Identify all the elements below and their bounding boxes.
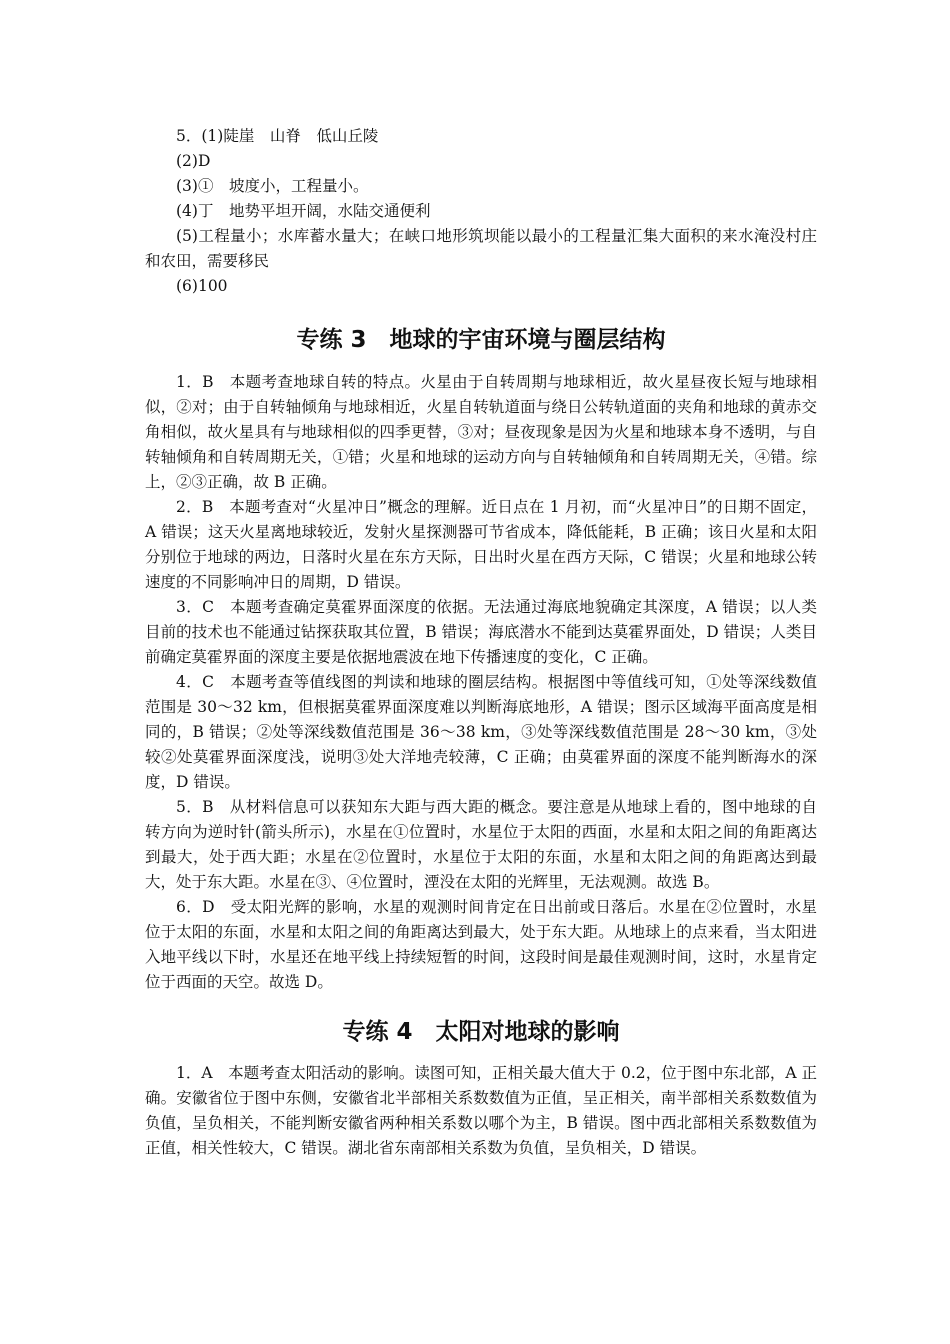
section-3-answer-3: 3．C 本题考查确定莫霍界面深度的依据。无法通过海底地貌确定其深度，A 错误；以人类目前的技术也不能通过钻探获取其位置，B 错误；海底潜水不能到达莫霍界面处，D 错误；人类目前确定莫霍界面的深度主要是依据地震波在地下传播速度的变化，C 正确。 — [145, 598, 817, 666]
section-3-answer-5: 5．B 从材料信息可以获知东大距与西大距的概念。要注意是从地球上看的，图中地球的自转方向为逆时针(箭头所示)，水星在①位置时，水星位于太阳的西面，水星和太阳之间的角距离达到最大，处于西大距；水星在②位置时，水星位于太阳的东面，水星和太阳之间的角距离达到最大，处于东大距。水星在③、④位置时，湮没在太阳的光辉里，无法观测。故选 B。 — [145, 798, 817, 891]
document-body — [145, 124, 817, 1161]
answer-5-part-4: (4)丁 地势平坦开阔，水陆交通便利 — [176, 202, 431, 220]
section-3-answer-6: 6．D 受太阳光辉的影响，水星的观测时间肯定在日出前或日落后。水星在②位置时，水星位于太阳的东面，水星和太阳之间的角距离达到最大，处于东大距。从地球上的点来看，当太阳进入地平线以下时，水星还在地平线上持续短暂的时间，这段时间是最佳观测时间，这时，水星肯定位于西面的天空。故选 D。 — [145, 898, 817, 991]
answer-5-part-6: (6)100 — [176, 277, 228, 295]
section-3-answer-2: 2．B 本题考查对“火星冲日”概念的理解。近日点在 1 月初，而“火星冲日”的日期不固定，A 错误；这天火星离地球较近，发射火星探测器可节省成本，降低能耗，B 正确；该日火星和太阳分别位于地球的两边，日落时火星在东方天际，日出时火星在西方天际，C 错误；火星和地球公转速度的不同影响冲日的周期，D 错误。 — [145, 498, 817, 591]
answer-5-part-1: 5．(1)陡崖 山脊 低山丘陵 — [176, 127, 379, 145]
section-4-answer-1: 1．A 本题考查太阳活动的影响。读图可知，正相关最大值大于 0.2，位于图中东北部，A 正确。安徽省位于图中东侧，安徽省北半部相关系数数值为正值，呈正相关，南半部相关系数数值为负值，呈负相关，不能判断安徽省两种相关系数以哪个为主，B 错误。图中西北部相关系数数值为正值，相关性较大，C 错误。湖北省东南部相关系数为负值，呈负相关，D 错误。 — [145, 1064, 817, 1157]
answer-5-part-5: (5)工程量小；水库蓄水量大；在峡口地形筑坝能以最小的工程量汇集大面积的来水淹没村庄和农田，需要移民 — [145, 227, 817, 270]
answer-5-part-3: (3)① 坡度小，工程量小。 — [176, 177, 369, 195]
section-3-answer-4: 4．C 本题考查等值线图的判读和地球的圈层结构。根据图中等值线可知，①处等深线数值范围是 30～32 km，但根据莫霍界面深度难以判断海底地形，A 错误；图示区域海平面高度是相同的，B 错误；②处等深线数值范围是 36～38 km，③处等深线数值范围是 28～30 km，③处较②处莫霍界面深度浅，说明③处大洋地壳较薄，C 正确；由莫霍界面的深度不能判断海水的深度，D 错误。 — [145, 673, 817, 791]
section-4-heading: 专练 4 太阳对地球的影响 — [342, 1019, 620, 1045]
section-3-heading: 专练 3 地球的宇宙环境与圈层结构 — [296, 327, 666, 353]
section-3-answer-1: 1．B 本题考查地球自转的特点。火星由于自转周期与地球相近，故火星昼夜长短与地球相似，②对；由于自转轴倾角与地球相近，火星自转轨道面与绕日公转轨道面的夹角和地球的黄赤交角相似，故火星具有与地球相似的四季更替，③对；昼夜现象是因为火星和地球本身不透明，与自转轴倾角和自转周期无关，①错；火星和地球的运动方向与自转轴倾角和自转周期无关，④错。综上，②③正确，故 B 正确。 — [145, 373, 817, 491]
answer-5-part-2: (2)D — [176, 152, 211, 170]
